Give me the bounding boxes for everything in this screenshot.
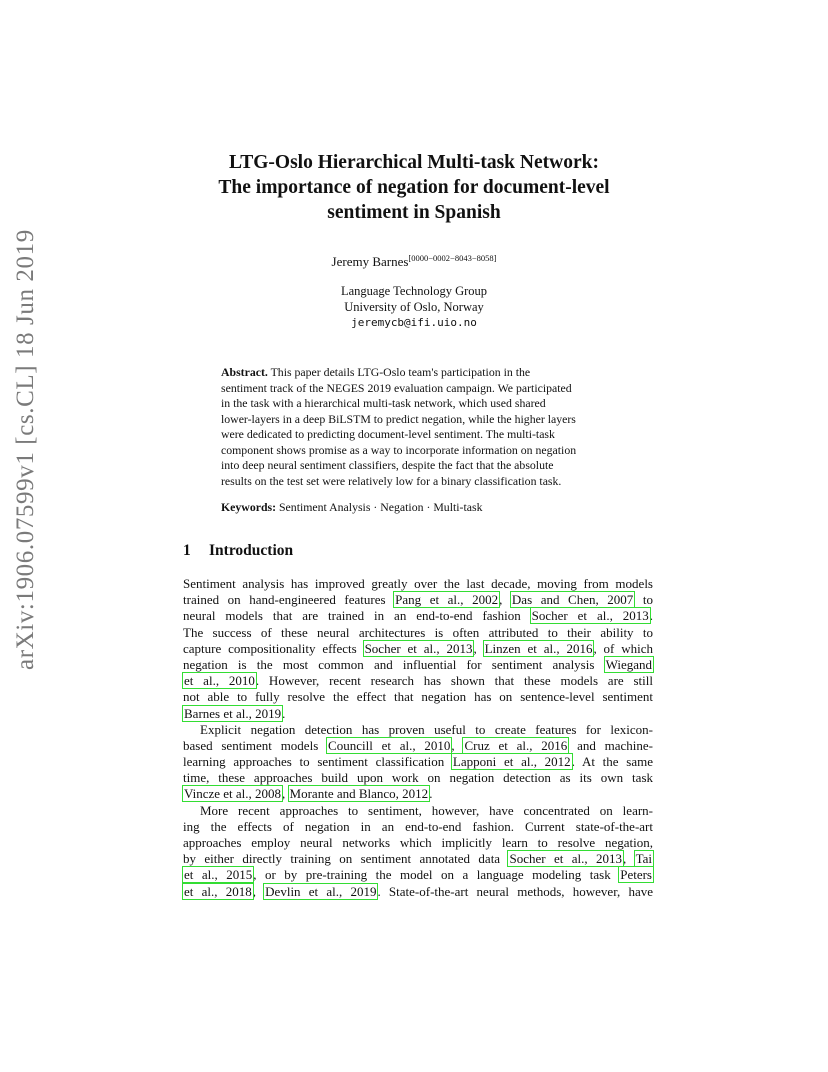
arxiv-identifier: arXiv:1906.07599v1 [cs.CL] 18 Jun 2019	[12, 229, 39, 670]
citation-link[interactable]: Linzen et al., 2016	[484, 640, 593, 656]
affiliation-group: Language Technology Group	[340, 284, 488, 298]
text-line: Vincze et al., 2008, Morante and Blanco, 2012.	[184, 786, 433, 802]
abstract-line: lower-layers in a deep BiLSTM to predict negation, while the higher layers	[221, 411, 576, 426]
keywords	[221, 500, 621, 515]
body-text	[183, 576, 653, 900]
abstract-line: into deep neural sentiment classifiers, despite the fact that the absolute	[221, 458, 554, 472]
text-line: approaches employ neural networks which implicitly learn to resolve negation,	[183, 835, 653, 850]
abstract-line: were dedicated to predicting document-level sentiment. The multi-task	[221, 427, 555, 441]
keywords-label: Keywords:	[221, 500, 277, 514]
citation-link[interactable]: Devlin et al., 2019	[265, 883, 377, 899]
text-line: by either directly training on sentiment annotated data Socher et al., 2013, Tai	[183, 851, 652, 867]
section-number: 1	[183, 542, 191, 559]
citation-link[interactable]: Vincze et al., 2008	[184, 786, 282, 802]
author-orcid[interactable]: [0000−0002−8043−8058]	[408, 253, 497, 263]
abstract-line: sentiment track of the NEGES 2019 evaluation campaign. We participated	[221, 380, 572, 395]
title-line: The importance of negation for document-level	[218, 177, 610, 198]
citation-link[interactable]: Socher et al., 2013	[531, 608, 649, 624]
abstract-line: results on the test set were relatively low for a binary classification task.	[221, 473, 562, 488]
text-line: learning approaches to sentiment classification Lapponi et al., 2012. At the same	[183, 754, 653, 770]
section-heading	[183, 542, 293, 560]
citation-link[interactable]: Das and Chen, 2007	[511, 592, 634, 608]
abstract-line: Abstract. This paper details LTG-Oslo team's participation in the	[221, 365, 531, 379]
citation-link[interactable]: Socher et al., 2013	[509, 851, 622, 867]
citation-link[interactable]: Barnes et al., 2019	[184, 705, 282, 721]
text-line: trained on hand-engineered features Pang et al., 2002, Das and Chen, 2007 to	[183, 592, 653, 608]
abstract-line: component shows promise as a way to incorporate information on negation	[221, 442, 577, 457]
text-line: based sentiment models Councill et al., 2010, Cruz et al., 2016 and machine-	[183, 737, 653, 753]
citation-link[interactable]: et al., 2015	[184, 867, 253, 883]
citation-link[interactable]: Lapponi et al., 2012	[452, 754, 571, 770]
text-line: negation is the most common and influential for sentiment analysis Wiegand	[183, 656, 652, 672]
text-line: et al., 2015, or by pre-training the model on a language modeling task Peters	[184, 867, 652, 883]
text-line: Explicit negation detection has proven useful to create features for lexicon-	[200, 721, 653, 737]
text-line: time, these approaches build upon work on negation detection as its own task	[183, 770, 653, 786]
text-line: not able to fully resolve the effect that negation has on sentence-level sentiment	[183, 689, 653, 705]
citation-link[interactable]: Socher et al., 2013	[364, 640, 473, 656]
text-line: et al., 2018, Devlin et al., 2019. State-of-the-art neural methods, however, have	[184, 883, 654, 899]
citation-link[interactable]: et al., 2010	[184, 673, 255, 689]
text-line: More recent approaches to sentiment, however, have concentrated on learn-	[200, 802, 653, 818]
affiliation	[150, 283, 678, 331]
citation-link[interactable]: Peters	[620, 867, 652, 883]
title-line: LTG-Oslo Hierarchical Multi-task Network:	[229, 152, 599, 173]
citation-link[interactable]: Wiegand	[605, 656, 652, 672]
section-title: Introduction	[209, 542, 294, 559]
text-line: capture compositionality effects Socher et al., 2013, Linzen et al., 2016, of which	[183, 640, 653, 656]
author-name: Jeremy Barnes	[331, 254, 409, 269]
citation-link[interactable]: Morante and Blanco, 2012	[289, 786, 429, 802]
citation-link[interactable]: Pang et al., 2002	[395, 592, 499, 608]
text-line: Sentiment analysis has improved greatly over the last decade, moving from models	[183, 576, 653, 591]
text-line: Barnes et al., 2019.	[184, 705, 286, 721]
abstract-line: in the task with a hierarchical multi-task network, which used shared	[221, 396, 546, 410]
text-line: ing the effects of negation in an end-to-end fashion. Current state-of-the-art	[183, 818, 653, 834]
text-line: The success of these neural architectures is often attributed to their ability to	[183, 624, 653, 640]
author-email[interactable]: jeremycb@ifi.uio.no	[351, 316, 477, 329]
citation-link[interactable]: Councill et al., 2010	[328, 737, 451, 753]
title-line: sentiment in Spanish	[327, 202, 501, 223]
citation-link[interactable]: Tai	[635, 851, 652, 867]
paper-title	[150, 150, 678, 225]
text-line: neural models that are trained in an end-to-end fashion Socher et al., 2013.	[183, 608, 653, 624]
abstract	[221, 365, 615, 489]
affiliation-university: University of Oslo, Norway	[344, 300, 484, 314]
author	[150, 254, 678, 270]
keywords-text: Sentiment Analysis · Negation · Multi-task	[276, 500, 483, 514]
citation-link[interactable]: Cruz et al., 2016	[464, 737, 568, 753]
citation-link[interactable]: et al., 2018	[184, 883, 252, 899]
text-line: et al., 2010. However, recent research has shown that these models are still	[184, 673, 653, 689]
abstract-label: Abstract.	[221, 365, 268, 379]
